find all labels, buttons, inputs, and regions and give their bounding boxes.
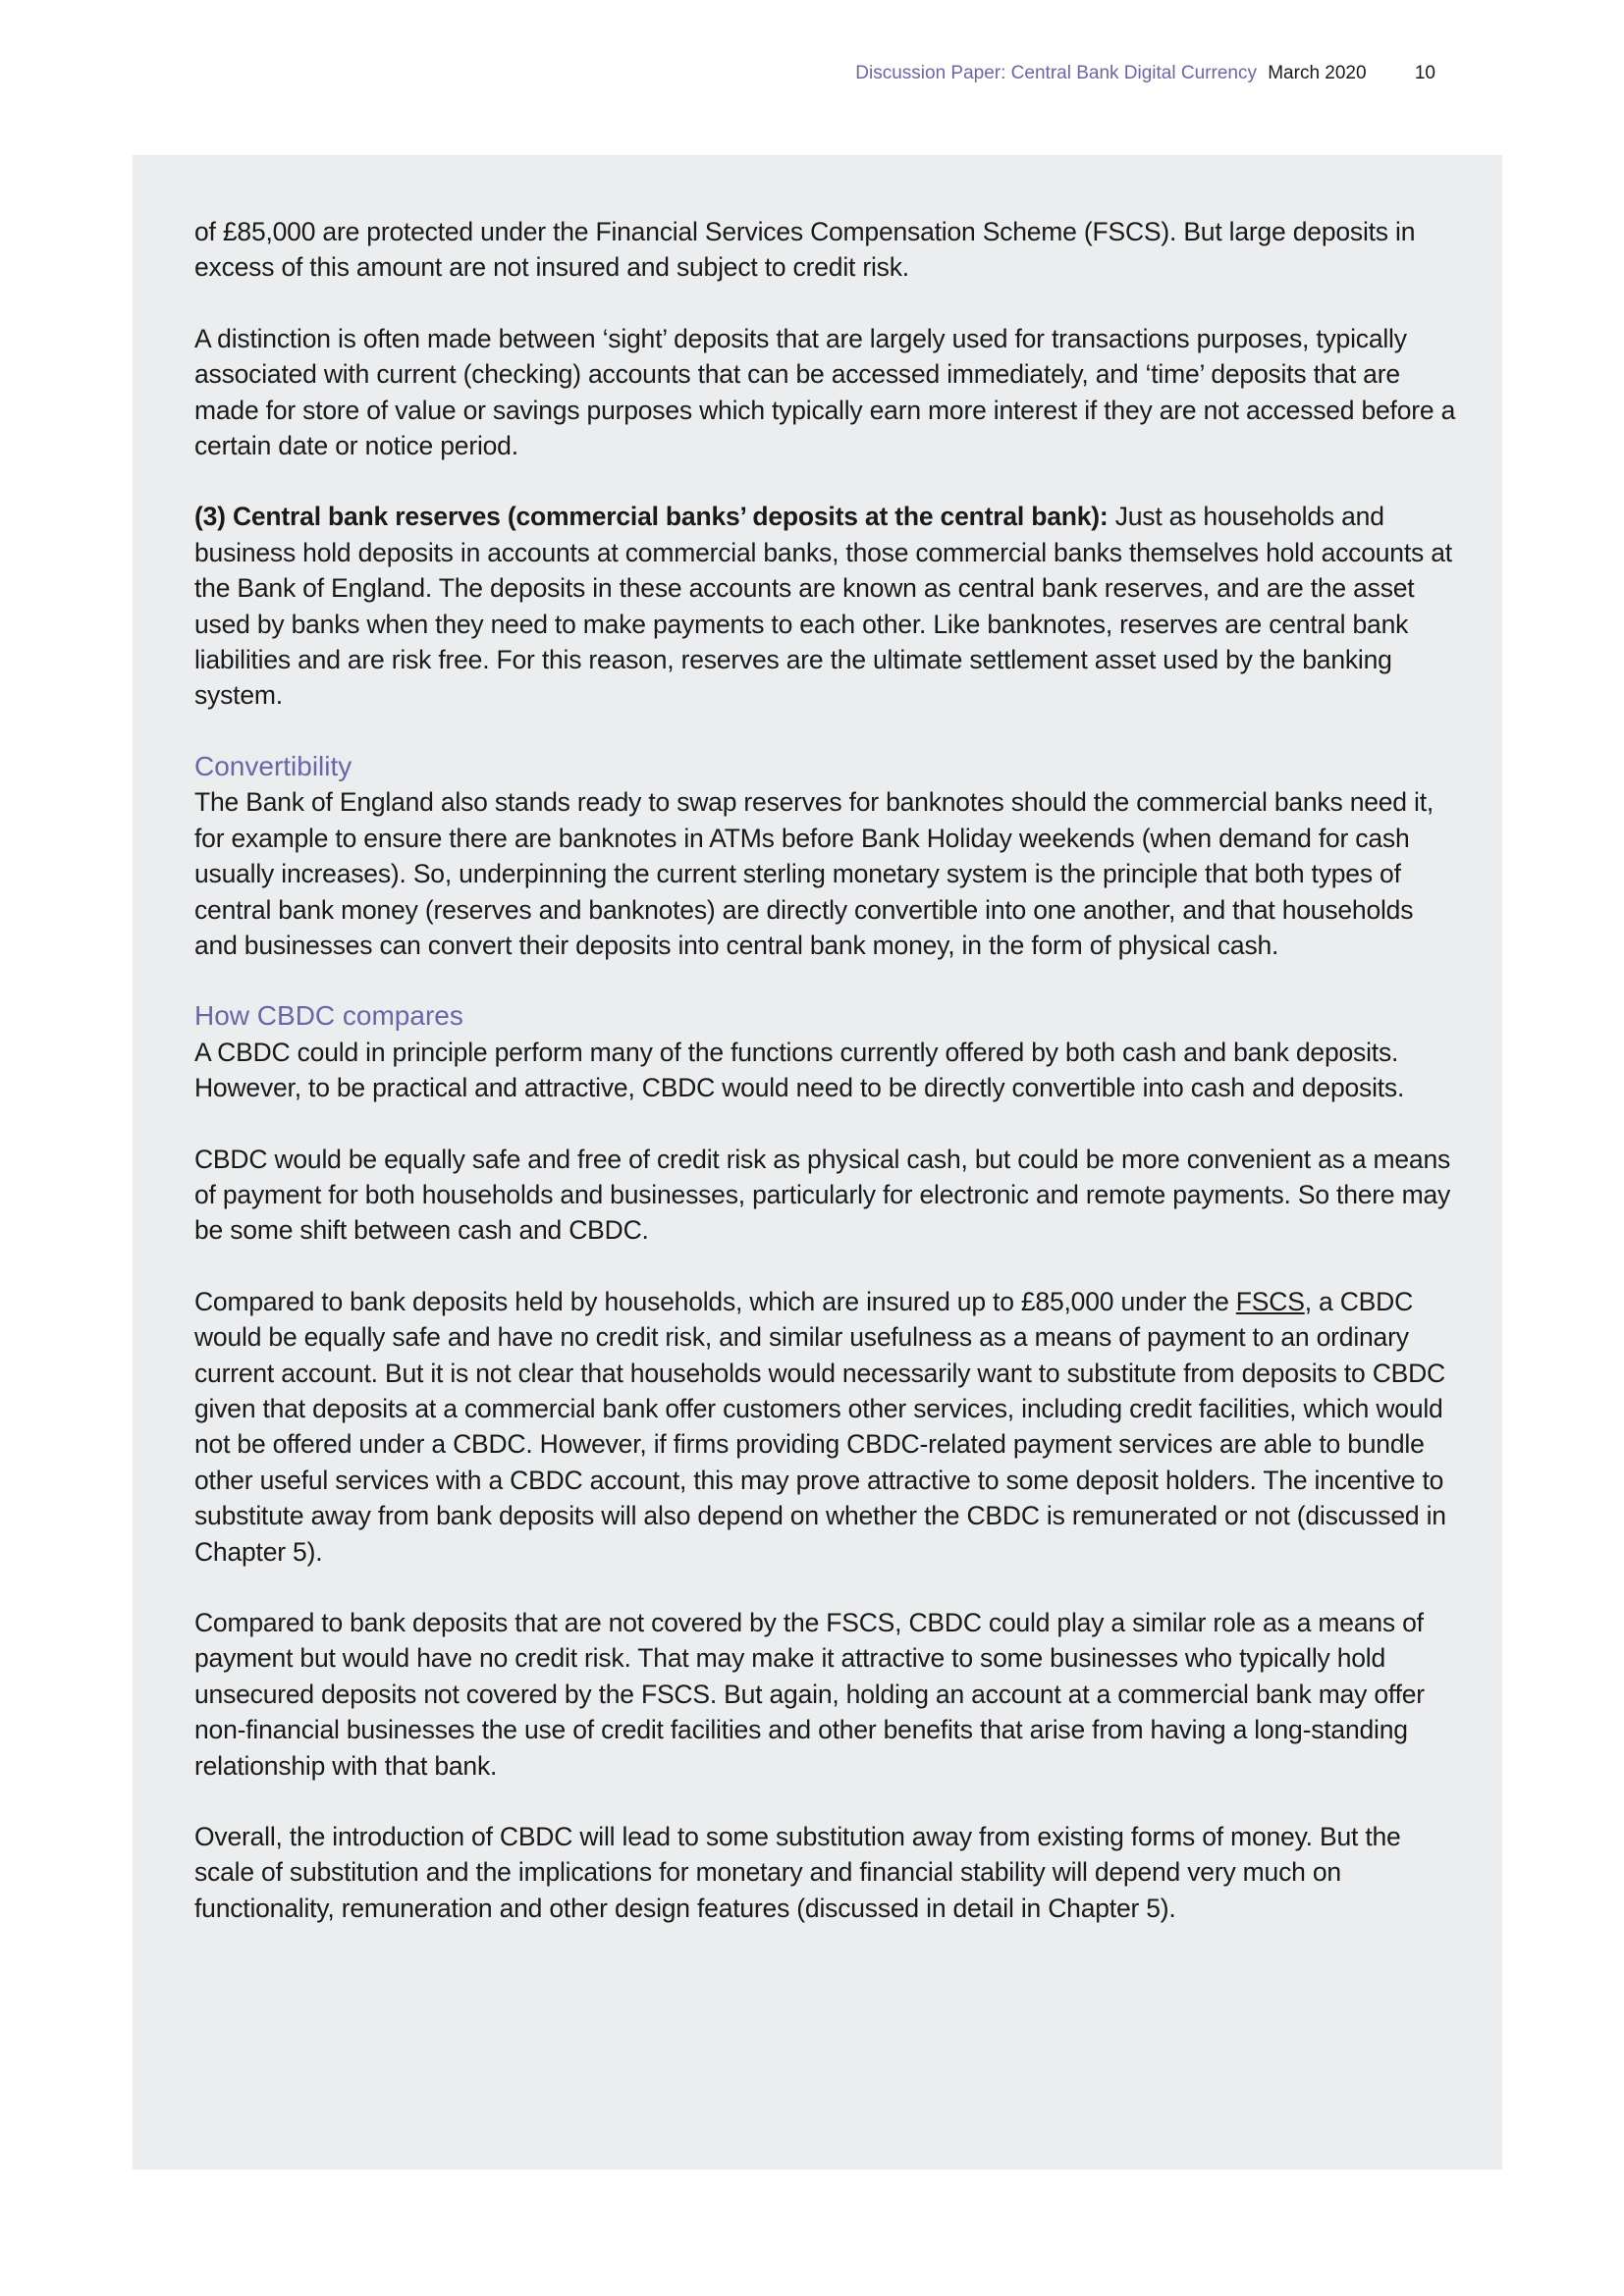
- paragraph-cbdc-vs-household-deposits: [194, 1284, 1456, 1570]
- paragraph-central-bank-reserves: [194, 499, 1456, 713]
- paragraph-body: Just as households and business hold deposits in accounts at commercial banks, those commercial banks themselves hold accounts at the Bank of England. The deposits in these accounts are known as central bank reserves, and are the asset used by banks when they need to make payments to each other. Like banknotes, reserves are central bank liabilities and are risk free. For this reason, reserves are the ultimate settlement asset used by the banking system.: [194, 502, 1452, 711]
- heading-convertibility: Convertibility: [194, 750, 352, 781]
- publication-title: Discussion Paper: Central Bank Digital Currency: [855, 63, 1257, 83]
- content-panel: [133, 155, 1502, 2169]
- panel-body: [194, 214, 1456, 1961]
- paragraph-text-before-link: Compared to bank deposits held by households, which are insured up to £85,000 under the: [194, 1286, 1236, 1316]
- heading-how-cbdc-compares: How CBDC compares: [194, 1000, 463, 1032]
- paragraph-sight-time-deposits: A distinction is often made between ‘sight’ deposits that are largely used for transactions purposes, typically associated with current (checking) accounts that can be accessed immediately, and ‘time’ deposits that are made for store of value or savings purposes which typically earn more interest if they are not accessed before a certain date or notice period.: [194, 323, 1456, 461]
- paragraph-cbdc-vs-uninsured-deposits: Compared to bank deposits that are not covered by the FSCS, CBDC could play a similar role as a means of payment but would have no credit risk. That may make it attractive to some businesses who typically hold unsecured deposits not covered by the FSCS. But again, holding an account at a commercial bank may offer non-financial businesses the use of credit facilities and other benefits that arise from having a long-standing relationship with that bank.: [194, 1608, 1425, 1781]
- fscs-link[interactable]: FSCS: [1235, 1286, 1305, 1316]
- paragraph-convertibility: The Bank of England also stands ready to swap reserves for banknotes should the commercial banks need it, for example to ensure there are banknotes in ATMs before Bank Holiday weekends (when demand for cash usually increases). So, underpinning the current sterling monetary system is the principle that both types of central bank money (reserves and banknotes) are directly convertible into one another, and that households and businesses can convert their deposits into central bank money, in the form of physical cash.: [194, 787, 1435, 960]
- paragraph-overall-substitution: Overall, the introduction of CBDC will lead to some substitution away from existing forms of money. But the scale of substitution and the implications for monetary and financial stability will depend very much on functionality, remuneration and other design features (discussed in detail in Chapter 5).: [194, 1822, 1401, 1923]
- publication-date: March 2020: [1268, 63, 1367, 83]
- paragraph-text-after-link: , a CBDC would be equally safe and have no credit risk, and similar usefulness as a means of payment to an ordinary current account. But it is not clear that households would necessarily want to substitute from deposits to CBDC given that deposits at a commercial bank offer customers other services, including credit facilities, which would not be offered under a CBDC. However, if firms providing CBDC-related payment services are able to bundle other useful services with a CBDC account, this may prove attractive to some deposit holders. The incentive to substitute away from bank deposits will also depend on whether the CBDC is remunerated or not (discussed in Chapter 5).: [194, 1286, 1446, 1567]
- paragraph-cbdc-vs-cash: CBDC would be equally safe and free of credit risk as physical cash, but could be more convenient as a means of payment for both households and businesses, particularly for electronic and remote payments. So there may be some shift between cash and CBDC.: [194, 1144, 1451, 1246]
- paragraph-cbdc-functions: A CBDC could in principle perform many of the functions currently offered by both cash and bank deposits. However, to be practical and attractive, CBDC would need to be directly convertible into cash and deposits.: [194, 1037, 1405, 1103]
- paragraph-lead-in: (3) Central bank reserves (commercial banks’ deposits at the central bank):: [194, 502, 1109, 532]
- running-header: [855, 61, 1435, 86]
- page-number: 10: [1414, 63, 1435, 83]
- paragraph-fscs-continuation: of £85,000 are protected under the Financial Services Compensation Scheme (FSCS). But large deposits in excess of this amount are not insured and subject to credit risk.: [194, 217, 1416, 283]
